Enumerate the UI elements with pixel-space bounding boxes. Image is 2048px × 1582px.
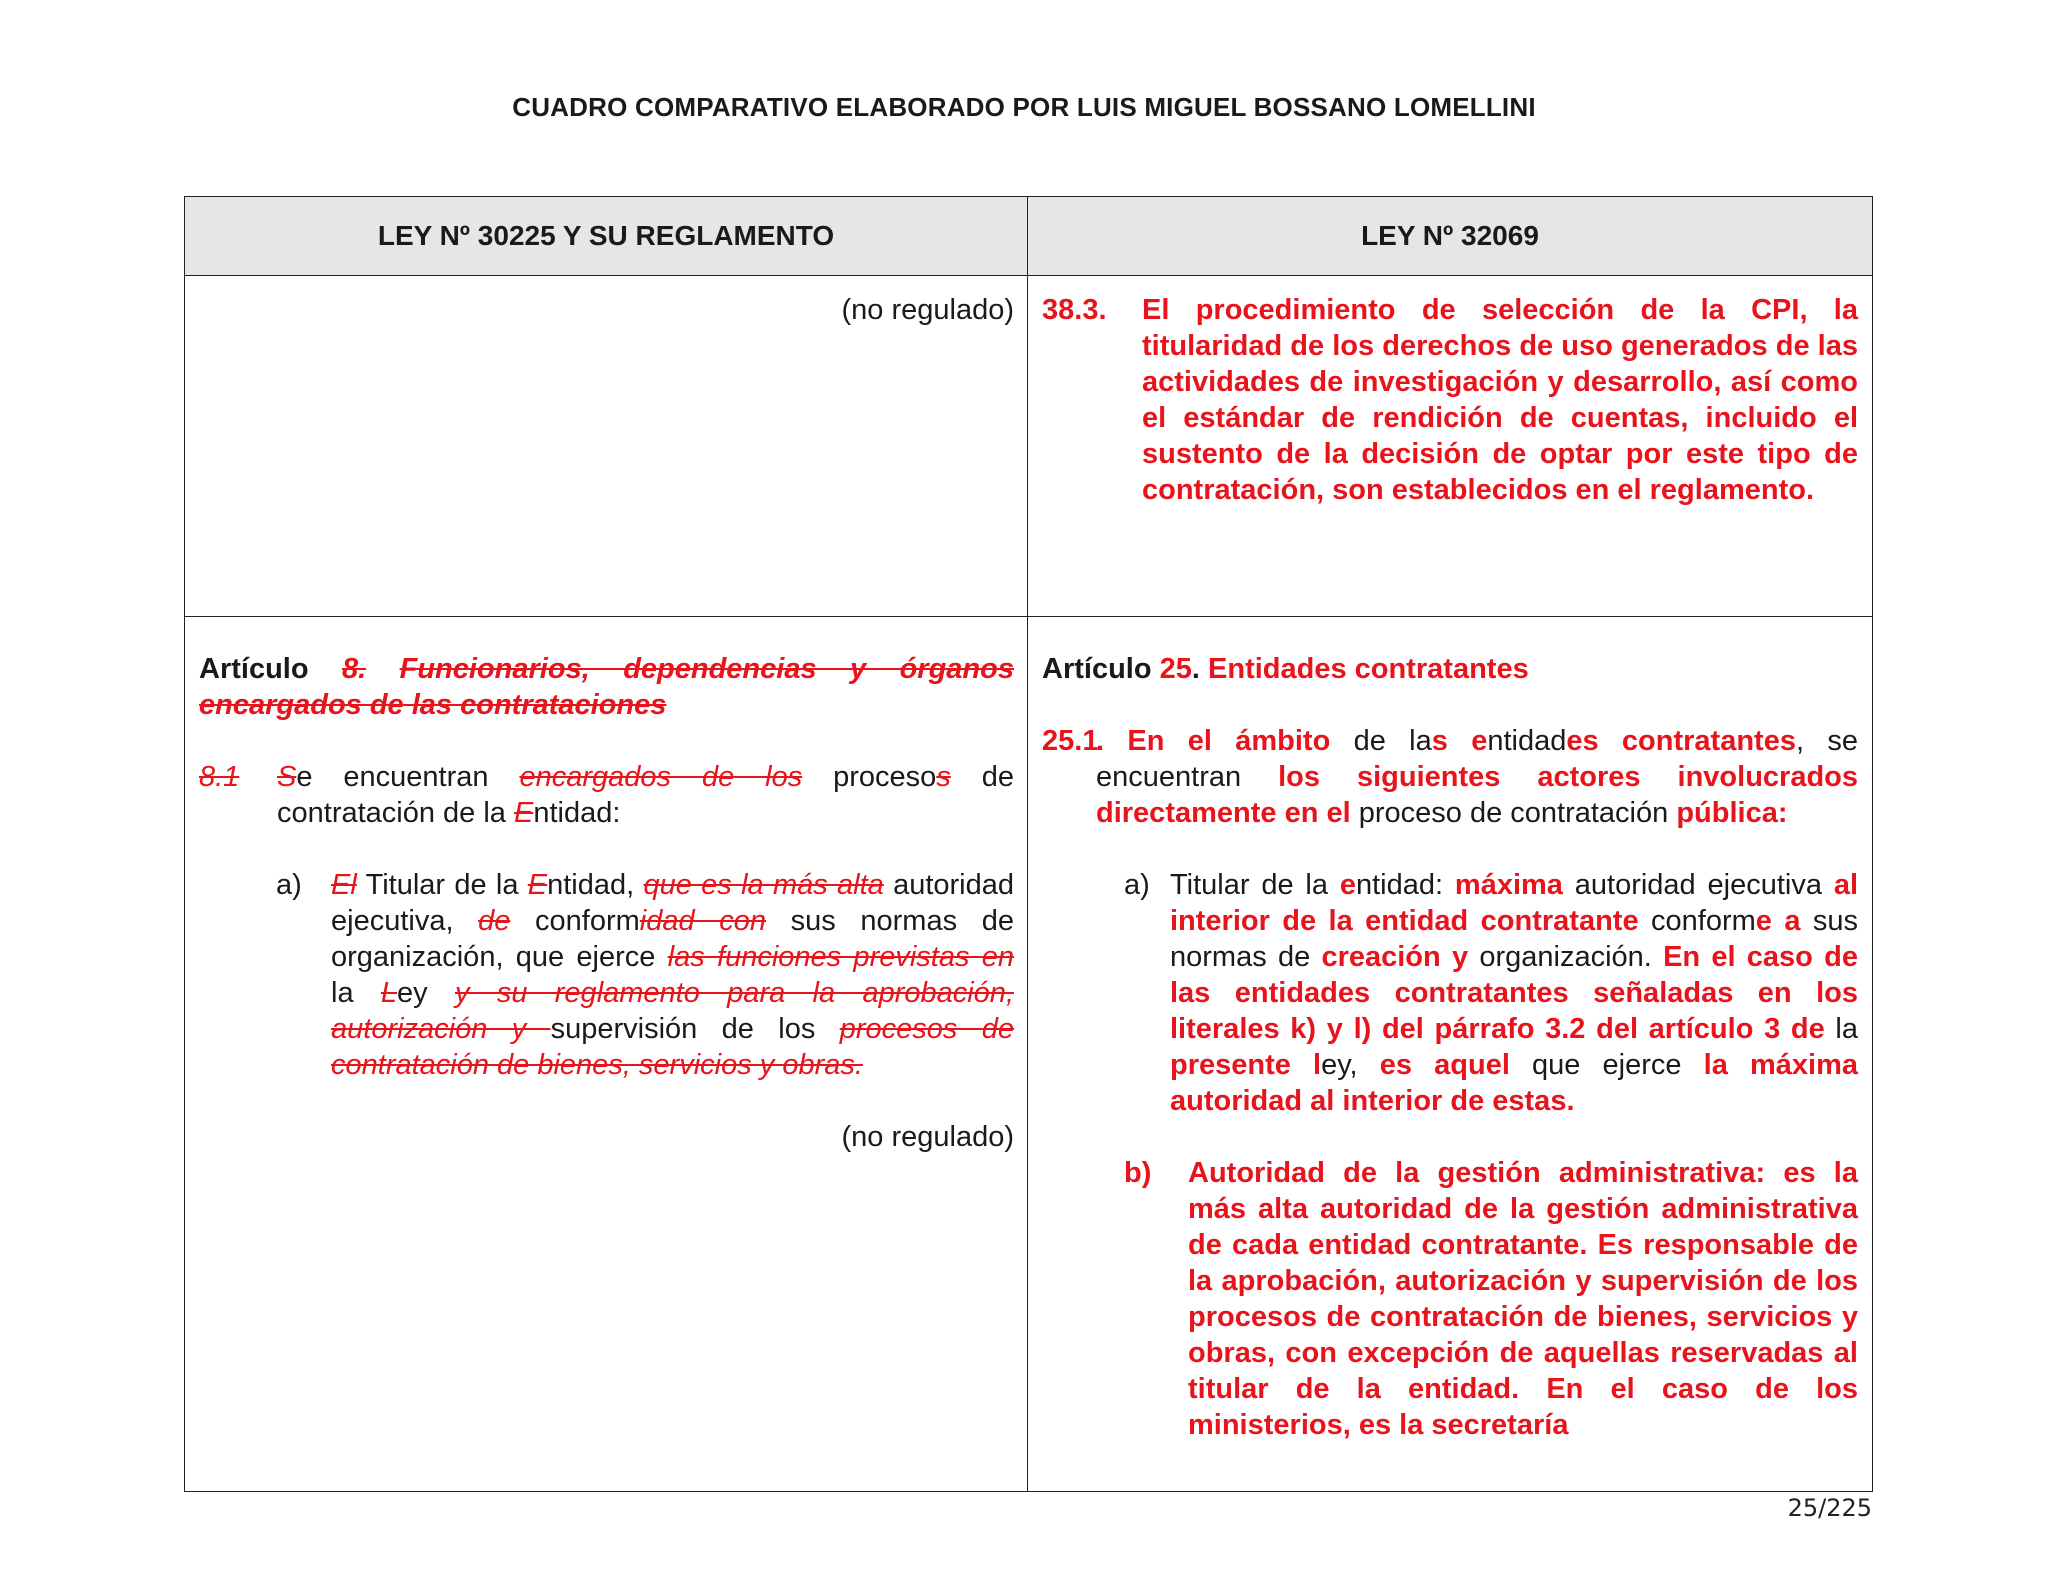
table-cell-left xyxy=(185,617,1028,1492)
article-heading: Artículo 25. Entidades contratantes xyxy=(1042,653,1529,685)
not-regulated-note: (no regulado) xyxy=(841,294,1014,326)
item-text: Autoridad de la gestión administrativa: es la más alta autoridad de la gestión administrativa de cada entidad contratante. Es responsable de la aprobación, autorización y supervisión de los procesos de contratación de bienes, servicios y obras, con excepción de aquellas reservadas al titular de la entidad. En el caso de los ministerios, es la secretaría xyxy=(1188,1157,1858,1441)
item-a xyxy=(199,867,1014,1083)
paragraph-25-1 xyxy=(1042,723,1858,831)
article-number: 25 xyxy=(1159,653,1192,685)
item-text: El Titular de la Entidad, que es la más alta autoridad ejecutiva, de conformidad con sus normas de organización, que ejerce las funciones previstas en la Ley y su reglamento para la aprobación, autorización y supervisión de los procesos de contratación de bienes, servicios y obras. xyxy=(331,869,1015,1081)
comparison-table xyxy=(184,196,1873,1492)
table-row xyxy=(185,617,1873,1492)
item-label: a) xyxy=(1124,869,1150,901)
table-cell-left xyxy=(185,276,1028,617)
item-text: Titular de la entidad: máxima autoridad ejecutiva al interior de la entidad contratante conforme a sus normas de creación y organización. En el caso de las entidades contratantes señaladas en los literales k) y l) del párrafo 3.2 del artículo 3 de la presente ley, es aquel que ejerce la máxima autoridad al interior de estas. xyxy=(1170,869,1859,1117)
article-word: Artículo xyxy=(199,653,309,685)
paragraph-38-3 xyxy=(1042,292,1858,508)
item-label: a) xyxy=(276,869,302,901)
column-header-ley-32069: LEY Nº 32069 xyxy=(1028,197,1873,276)
struck-paragraph-number: 8.1 xyxy=(199,761,240,793)
page-title: CUADRO COMPARATIVO ELABORADO POR LUIS MIGUEL BOSSANO LOMELLINI xyxy=(512,92,1536,122)
page-number: 25/225 xyxy=(1787,1494,1872,1522)
table-row xyxy=(185,276,1873,617)
article-word: Artículo xyxy=(1042,653,1160,685)
not-regulated-note: (no regulado) xyxy=(841,1121,1014,1153)
table-header-row xyxy=(185,197,1873,276)
struck-article-number: 8. xyxy=(342,653,367,685)
article-title: Entidades contratantes xyxy=(1208,653,1529,685)
paragraph-8-1 xyxy=(199,759,1014,831)
table-cell-right xyxy=(1028,276,1873,617)
item-label: b) xyxy=(1124,1157,1152,1189)
item-b xyxy=(1042,1155,1858,1443)
paragraph-text: Se encuentran encargados de los procesos de contratación de la Entidad: xyxy=(277,761,1014,829)
article-heading xyxy=(199,651,1014,723)
paragraph-number: 38.3. xyxy=(1042,294,1107,326)
paragraph-text: El procedimiento de selección de la CPI, la titularidad de los derechos de uso generados de las actividades de investigación y desarrollo, así como el estándar de rendición de cuentas, incluido el sustento de la decisión de optar por este tipo de contratación, son establecidos en el reglamento. xyxy=(1142,294,1858,506)
paragraph-text: . En el ámbito de las entidades contratantes, se encuentran los siguientes actores involucrados directamente en el proceso de contratación pública: xyxy=(1096,725,1859,829)
column-header-ley-30225: LEY Nº 30225 Y SU REGLAMENTO xyxy=(185,197,1028,276)
struck-article-title: Funcionarios, dependencias y órganos encargados de las contrataciones xyxy=(199,653,1014,721)
table-cell-right xyxy=(1028,617,1873,1492)
paragraph-number: 25.1 xyxy=(1042,725,1099,757)
item-a xyxy=(1042,867,1858,1119)
